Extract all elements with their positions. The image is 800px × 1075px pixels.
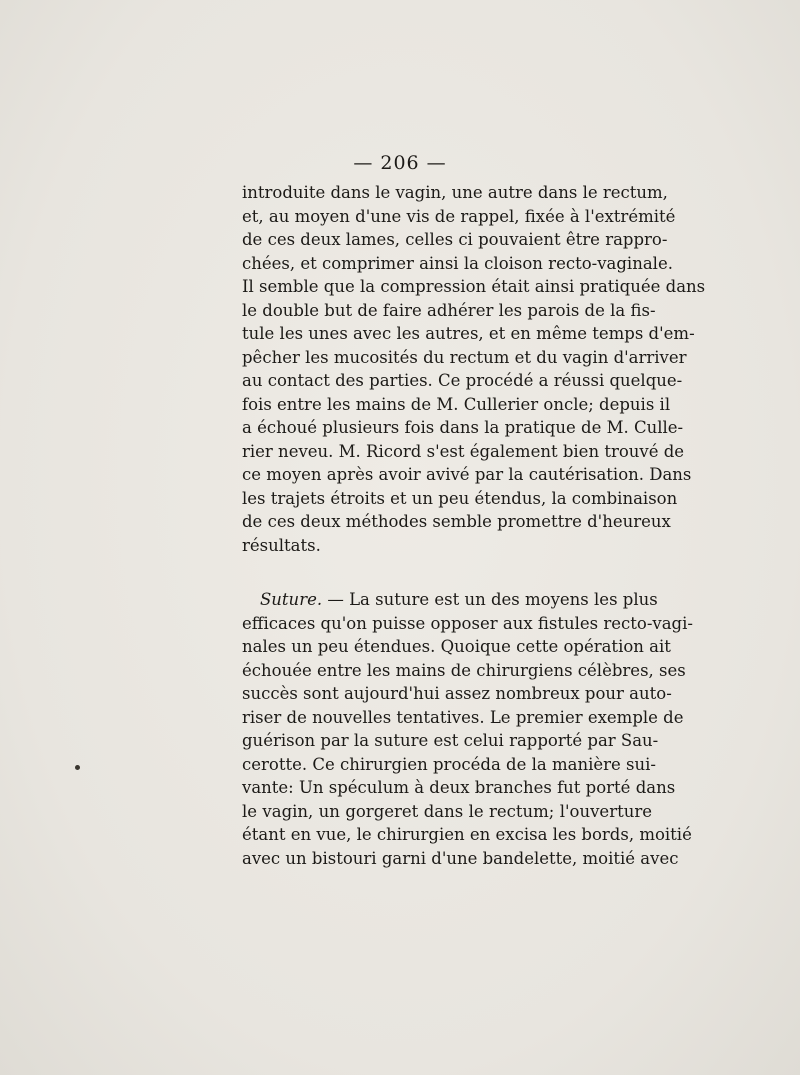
text-line: succès sont aujourd'hui assez nombreux pour auto- bbox=[242, 684, 672, 703]
text-line: rier neveu. M. Ricord s'est également bien trouvé de bbox=[242, 441, 685, 461]
text-line: a échoué plusieurs fois dans la pratique de M. Culle- bbox=[242, 418, 684, 437]
section-heading-suture: Suture. bbox=[260, 590, 323, 609]
text-line: le double but de faire adhérer les parois de la fis- bbox=[242, 300, 656, 320]
text-line: de ces deux méthodes semble promettre d'heureux bbox=[242, 512, 671, 531]
page-number: — 206 — bbox=[353, 152, 447, 174]
text-line: vante: Un spéculum à deux branches fut porté dans bbox=[242, 778, 676, 797]
text-line: introduite dans le vagin, une autre dans le rectum, bbox=[242, 183, 668, 202]
text-line: échouée entre les mains de chirurgiens célèbres, ses bbox=[242, 660, 686, 680]
text-line: de ces deux lames, celles ci pouvaient être rappro- bbox=[242, 230, 668, 249]
text-line: ce moyen après avoir avivé par la cautérisation. Dans bbox=[242, 465, 692, 484]
text-line-rest: — La suture est un des moyens les plus bbox=[322, 590, 658, 609]
text-line-first bbox=[242, 588, 658, 612]
text-line: les trajets étroits et un peu étendus, la combinaison bbox=[242, 488, 678, 508]
text-line: efficaces qu'on puisse opposer aux fistules recto-vagi- bbox=[242, 613, 693, 633]
text-line: au contact des parties. Ce procédé a réussi quelque- bbox=[242, 371, 683, 390]
paragraph-1 bbox=[242, 181, 706, 557]
text-line: cerotte. Ce chirurgien procéda de la manière sui- bbox=[242, 754, 656, 774]
text-line: fois entre les mains de M. Cullerier oncle; depuis il bbox=[242, 394, 671, 414]
text-line: étant en vue, le chirurgien en excisa les bords, moitié bbox=[242, 825, 692, 844]
text-line: résultats. bbox=[242, 535, 321, 555]
text-line: pêcher les mucosités du rectum et du vagin d'arriver bbox=[242, 347, 687, 367]
text-line: riser de nouvelles tentatives. Le premier exemple de bbox=[242, 707, 684, 727]
text-line: avec un bistouri garni d'une bandelette, moitié avec bbox=[242, 848, 679, 868]
text-line: chées, et comprimer ainsi la cloison recto-vaginale. bbox=[242, 253, 673, 273]
paragraph-2 bbox=[242, 588, 693, 870]
text-line: guérison par la suture est celui rapporté par Sau- bbox=[242, 731, 659, 750]
text-line: nales un peu étendues. Quoique cette opération ait bbox=[242, 637, 671, 656]
text-line: tule les unes avec les autres, et en même temps d'em- bbox=[242, 324, 695, 343]
text-line: et, au moyen d'une vis de rappel, fixée à l'extrémité bbox=[242, 206, 676, 226]
text-line: le vagin, un gorgeret dans le rectum; l'ouverture bbox=[242, 801, 652, 821]
ink-speck bbox=[75, 765, 80, 770]
text-line: Il semble que la compression était ainsi pratiquée dans bbox=[242, 277, 706, 296]
